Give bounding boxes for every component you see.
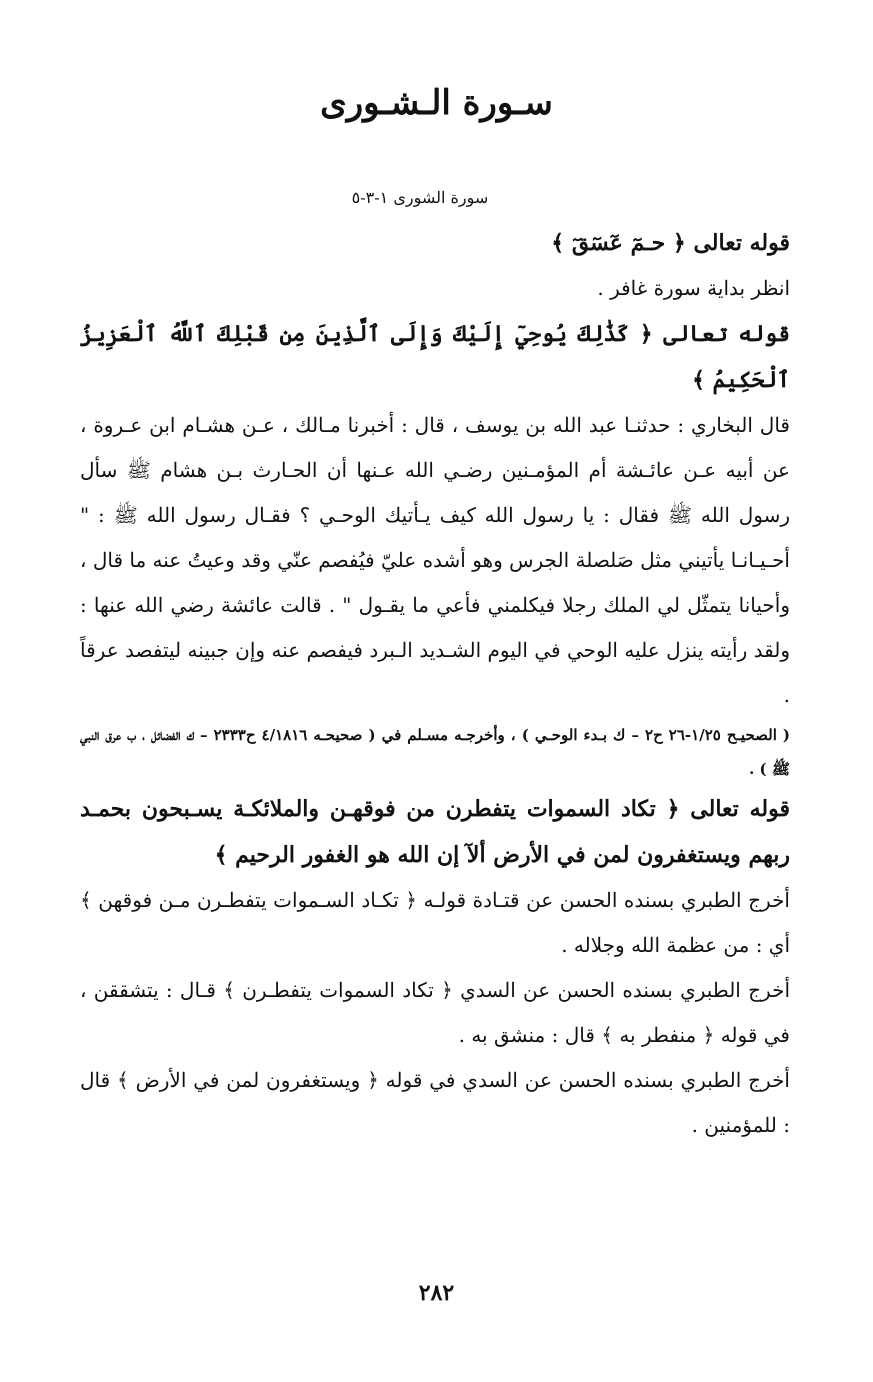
commentary-paragraph: أخرج الطبري بسنده الحسن عن السدي في قوله ﴿ ويستغفرون لمن في الأرض ﴾ قال : للمؤمنين . [80, 1068, 790, 1137]
commentary-paragraph: أخرج الطبري بسنده الحسن عن السدي ﴿ تكاد السموات يتفطـرن ﴾ قـال : يتشققن ، في قوله ﴿ منفطر به ﴾ قال : منشق به . [80, 978, 790, 1047]
surah-reference: سورة الشورى ١-٣-٥ [351, 188, 489, 207]
page-number: ٢٨٢ [418, 1280, 455, 1306]
surah-title: سـورة الـشـورى [320, 83, 553, 123]
verse-heading: قوله تعالى ﴿ تكاد السموات يتفطرن من فوقهـن والملائكـة يسـبحون بحمـد ربهم ويستغفرون لمن في الأرض ألآ إن الله هو الغفور الرحيم ﴾ [80, 796, 790, 868]
verse-heading: قوله تعالى ﴿ حـمٓ عٓسٓقٓ ﴾ [551, 230, 790, 256]
commentary-paragraph: أخرج الطبري بسنده الحسن عن قتـادة قولـه ﴿ تكـاد السـموات يتفطـرن مـن فوقهن ﴾ أي : من عظمة الله وجلاله . [80, 888, 790, 957]
source-note: ( الصحيـح ١/٢٥-٢٦ ح٢ – ك بـدء الوحـي ) ، وأخرجـه مسـلم في ( صحيحـه ٤/١٨١٦ ح٢٣٣٣ – ك الفضائل ، ب عرق النبي ﷺ ) . [80, 726, 791, 778]
hadith-paragraph: قال البخاري : حدثنـا عبد الله بن يوسف ، قال : أخبرنا مـالك ، عـن هشـام ابن عـروة ، عن أبيه عـن عائـشة أم المؤمـنين رضـي الله عـنها أن الحـارث بـن هشام ﷺ سأل رسول الله ﷺ فقال : يا رسول الله كيف يـأتيك الوحـي ؟ فقـال رسول الله ﷺ : " أحـيـانـا يأتيني مثل صَلصلة الجرس وهو أشده عليّ فيُفصم عنّي وقد وعيتُ عنه ما قال ، وأحيانا يتمثّل لي الملك رجلا فيكلمني فأعي ما يقـول " . قالت عائشة رضي الله عنها : ولقد رأيته ينزل عليه الوحي في اليوم الشـديد الـبرد فيفصم عنه وإن جبينه ليتفصد عرقاً . [80, 413, 790, 707]
page-body [80, 220, 790, 1148]
commentary-paragraph: انظر بداية سورة غافر . [597, 276, 790, 300]
verse-heading: قوله تعالى ﴿ كَذَٰلِكَ يُوحِيٓ إِلَيْكَ وَإِلَى ٱلَّذِينَ مِن قَبْلِكَ ٱللَّهُ ٱلْعَزِيزُ ٱلْحَكِيمُ ﴾ [80, 321, 790, 393]
